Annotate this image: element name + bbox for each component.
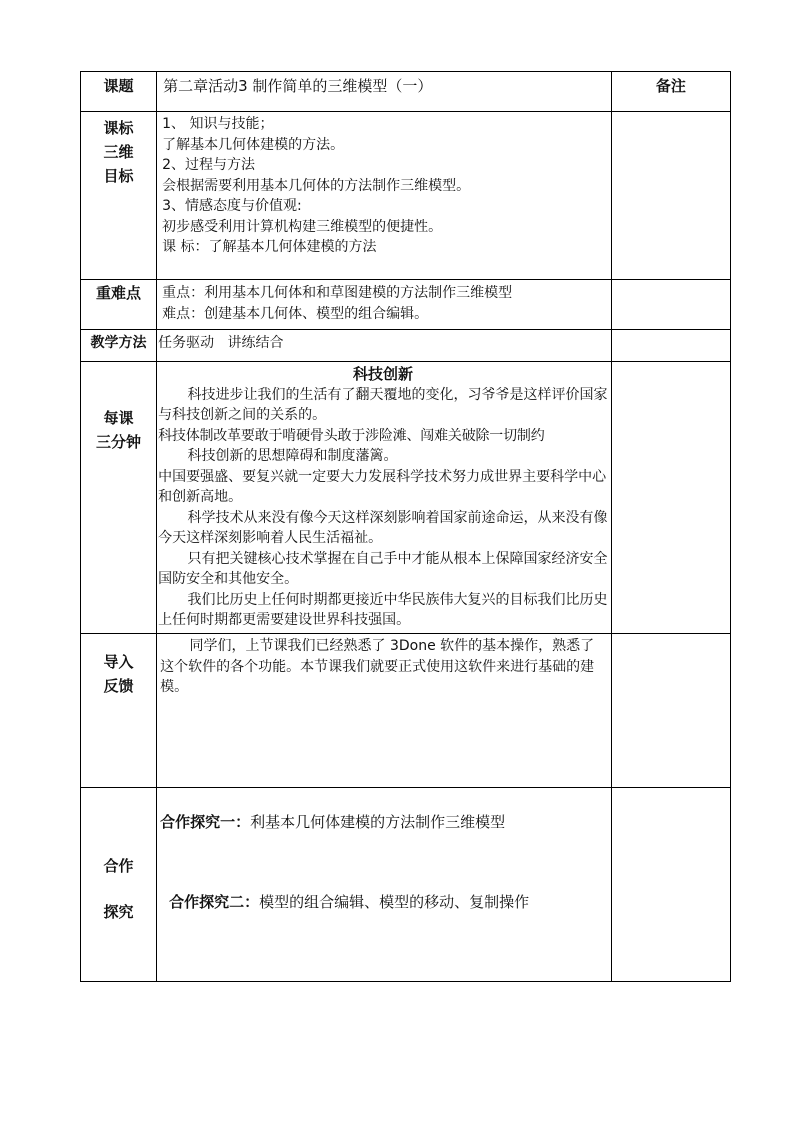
remark-three-minutes (611, 362, 730, 634)
method-content (157, 330, 612, 362)
row-intro (81, 634, 731, 788)
three-minutes-heading: 科技创新 (352, 365, 413, 383)
title-content (157, 72, 612, 112)
label-cooperative (81, 788, 157, 982)
label-goals-line: 课标 (103, 119, 134, 137)
label-three-minutes-line: 每课 (103, 409, 134, 427)
remark-goals (611, 112, 730, 280)
cooperative-item-text: 利基本几何体建模的方法制作三维模型 (250, 813, 506, 831)
goal-line: 2、过程与方法 (162, 157, 256, 173)
intro-paragraph: 同学们，上节课我们已经熟悉了 3Done 软件的基本操作，熟悉了这个软件的各个功能。本节课我们就要正式使用这软件来进行基础的建模。 (160, 638, 595, 695)
row-key-points (81, 280, 731, 330)
cooperative-item-title: 合作探究一： (160, 813, 251, 831)
difficult-point-line: 难点：创建基本几何体、模型的组合编辑。 (162, 305, 429, 322)
three-minutes-paragraph: 科技体制改革要敢于啃硬骨头敢于涉险滩、闯难关破除一切制约 (158, 427, 545, 444)
key-point-line: 重点：利用基本几何体和和草图建模的方法制作三维模型 (162, 285, 513, 301)
intro-content (157, 634, 612, 788)
lesson-plan-table (80, 71, 731, 982)
goals-content (157, 112, 612, 280)
cooperative-item-text: 模型的组合编辑、模型的移动、复制操作 (259, 892, 530, 911)
goal-line: 初步感受利用计算机构建三维模型的便捷性。 (162, 218, 443, 235)
three-minutes-content (157, 362, 612, 634)
remark-key-points (611, 280, 730, 330)
remark-intro (611, 634, 730, 788)
three-minutes-paragraph: 科技进步让我们的生活有了翻天覆地的变化，习爷爷是这样评价国家与科技创新之间的关系的。 (158, 386, 608, 423)
goal-line: 课 标：了解基本几何体建模的方法 (162, 239, 377, 255)
label-cooperative-line: 合作 (103, 857, 134, 875)
three-minutes-paragraph: 中国要强盛、要复兴就一定要大力发展科学技术努力成世界主要科学中心和创新高地。 (158, 468, 607, 505)
label-goals-line: 三维 (103, 143, 134, 161)
label-intro-line: 反馈 (103, 677, 134, 695)
row-cooperative (81, 788, 731, 982)
goal-line: 了解基本几何体建模的方法。 (162, 136, 345, 153)
lesson-title: 第二章活动3 制作简单的三维模型（一） (163, 77, 433, 95)
key-points-content (157, 280, 612, 330)
label-method (81, 330, 157, 362)
label-goals (81, 112, 157, 280)
label-intro-line: 导入 (103, 653, 134, 671)
remark-method (611, 330, 730, 362)
remark-cooperative (611, 788, 730, 982)
row-method (81, 330, 731, 362)
goal-line: 3、情感态度与价值观: (162, 198, 302, 214)
three-minutes-paragraph: 我们比历史上任何时期都更接近中华民族伟大复兴的目标我们比历史上任何时期都更需要建设世界科技强国。 (158, 591, 608, 628)
goal-line: 1、 知识与技能； (162, 116, 274, 132)
label-title (81, 72, 157, 112)
cooperative-item-2 (160, 892, 607, 913)
three-minutes-paragraph: 科学技术从来没有像今天这样深刻影响着国家前途命运，从来没有像今天这样深刻影响着人民生活福祉。 (158, 509, 608, 546)
cooperative-content (157, 788, 612, 982)
label-title-text: 课题 (103, 77, 134, 95)
cooperative-item-1 (160, 812, 607, 833)
row-goals (81, 112, 731, 280)
row-title (81, 72, 731, 112)
label-three-minutes-line: 三分钟 (96, 433, 142, 451)
label-cooperative-line: 探究 (103, 903, 134, 921)
label-three-minutes (81, 362, 157, 634)
three-minutes-paragraph: 只有把关键核心技术掌握在自己手中才能从根本上保障国家经济安全国防安全和其他安全。 (158, 550, 608, 587)
cooperative-item-title: 合作探究二： (169, 892, 260, 911)
label-key-points (81, 280, 157, 330)
goal-line: 会根据需要利用基本几何体的方法制作三维模型。 (162, 177, 471, 194)
remark-label: 备注 (655, 77, 686, 95)
method-text: 任务驱动 讲练结合 (158, 335, 284, 351)
lesson-plan-document (80, 71, 731, 982)
three-minutes-paragraph: 科技创新的思想障碍和制度藩篱。 (187, 448, 398, 464)
row-three-minutes (81, 362, 731, 634)
label-goals-line: 目标 (103, 167, 134, 185)
label-method-text: 教学方法 (90, 335, 147, 351)
remark-header (611, 72, 730, 112)
label-intro (81, 634, 157, 788)
label-key-points-text: 重难点 (96, 284, 142, 302)
